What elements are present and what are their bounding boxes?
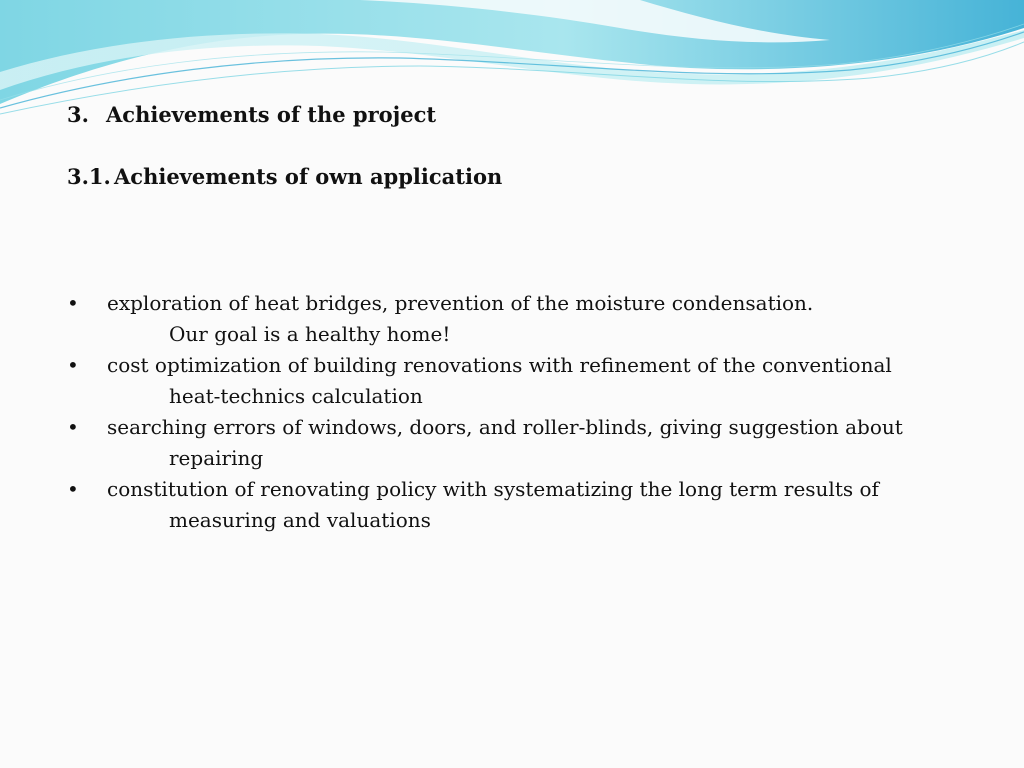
section-title: Achievements of the project — [106, 102, 437, 127]
bullet-icon: • — [67, 353, 79, 377]
list-item-continuation: measuring and valuations — [169, 508, 431, 532]
list-item — [0, 474, 1024, 536]
list-item-continuation: Our goal is a healthy home! — [169, 322, 451, 346]
achievements-list — [0, 288, 1024, 536]
list-item-text: searching errors of windows, doors, and roller-blinds, giving suggestion about — [107, 415, 903, 439]
bullet-icon: • — [67, 477, 79, 501]
list-item — [0, 350, 1024, 412]
list-item-text: cost optimization of building renovations with refinement of the conventional — [107, 353, 892, 377]
section-number: 3. — [67, 102, 89, 127]
subsection-heading — [67, 166, 502, 187]
list-item — [0, 288, 1024, 350]
list-item-text: exploration of heat bridges, prevention of the moisture condensation. — [107, 291, 814, 315]
list-item-continuation: repairing — [169, 446, 264, 470]
list-item-continuation: heat-technics calculation — [169, 384, 423, 408]
section-heading — [67, 104, 436, 125]
subsection-title: Achievements of own application — [114, 164, 503, 189]
bullet-icon: • — [67, 415, 79, 439]
subsection-number: 3.1. — [67, 164, 111, 189]
list-item-text: constitution of renovating policy with systematizing the long term results of — [107, 477, 879, 501]
list-item — [0, 412, 1024, 474]
bullet-icon: • — [67, 291, 79, 315]
